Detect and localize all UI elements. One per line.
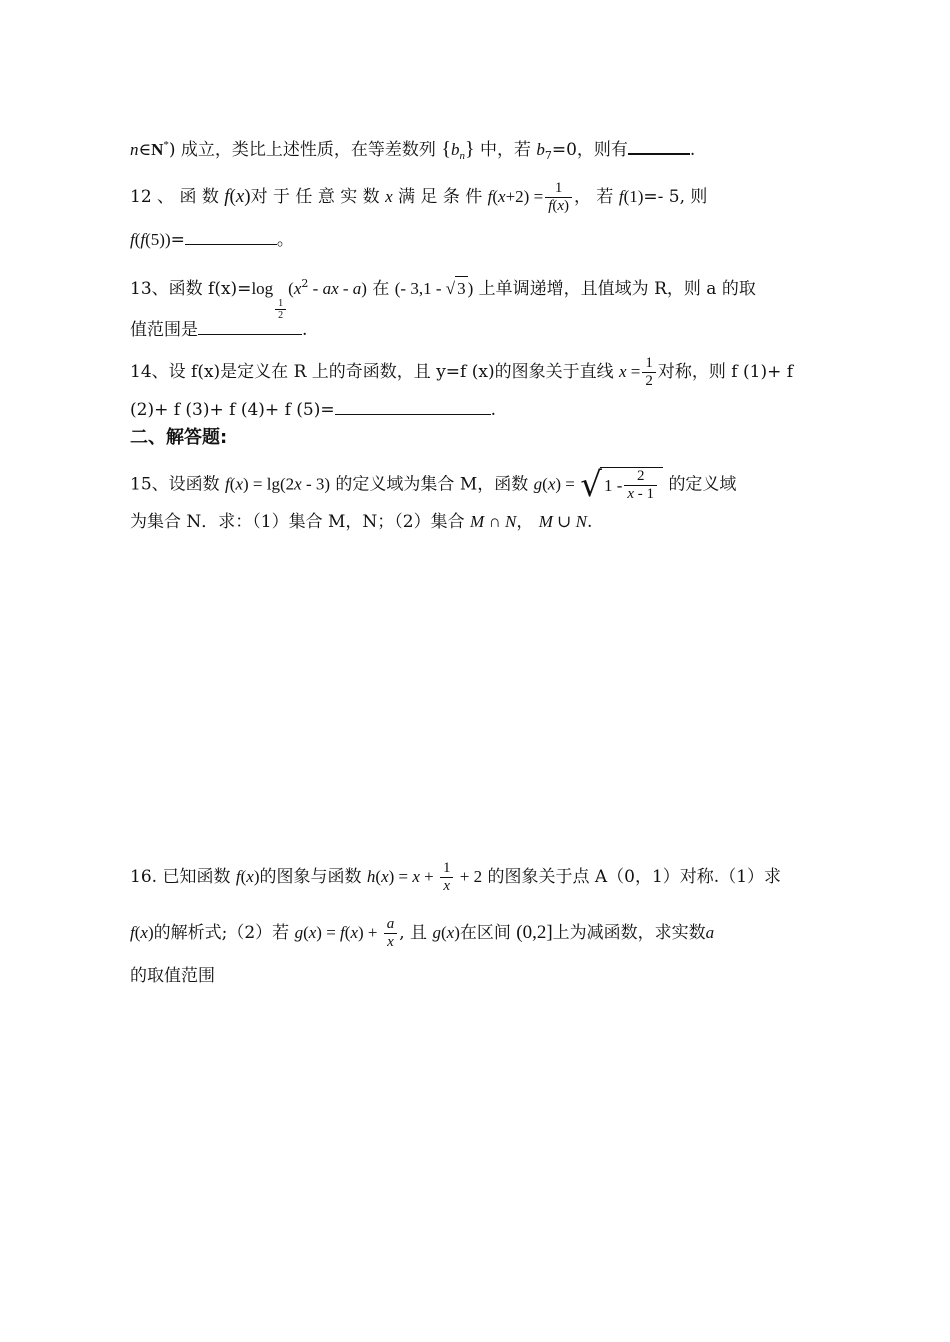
answer-blank[interactable] [198,316,302,335]
q12-line1: 12 、 函 数 f(x)对 于 任 意 实 数 x 满 足 条 件 f(x+2) = $\frac{1}{f(x)}$ ， 若 f(1)=- 5, 则 [130,180,708,214]
q12-line2: f(f(5))= 。 [130,226,294,252]
q15-line1: 15、设函数 f(x) = lg(2x - 3) 的定义域为集合 M，函数 g(x) = √ 1 - $\frac{2}{x - 1}$ 的定义域 [130,465,737,505]
q16-line1: 16. 已知函数 f(x)的图象与函数 h(x) = x + $\frac{1}{x}$ + 2 的图象关于点 A（0，1）对称.（1）求 [130,860,782,894]
answer-blank[interactable] [628,135,690,155]
answer-blank[interactable] [335,396,491,415]
q16-line3: 的取值范围 [130,966,215,986]
q14-line2: (2)+ f (3)+ f (4)+ f (5)= . [130,396,496,422]
q13-line1: 13、函数 f(x)=log $\frac{1}{2}$ ($x^2$ - ax - a) 在 (- 3,1 - √ 3 ) 上单调递增，且值域为 R，则 a 的取 [130,277,756,321]
q13-line2: 值范围是 . [130,316,307,342]
q14-line1: 14、设 f(x)是定义在 R 上的奇函数，且 y=f (x)的图象关于直线 x = $\frac{1}{2}$ 对称，则 f (1)+ f [130,355,794,389]
q11-line: n∈N*) 成立，类比上述性质，在等差数列 $\{b_n\}$ 中，若 $b_7=0$，则有 . [130,133,695,168]
answer-blank[interactable] [185,226,277,245]
section-heading: 二、解答题: [130,427,228,448]
q15-line2: 为集合 N．求：（1）集合 M，N；（2）集合 M ∩ N， M ∪ N. [130,512,593,532]
q16-line2: f(x)的解析式;（2）若 g(x) = f(x) + $\frac{a}{x}$ , 且 g(x)在区间 (0,2]上为减函数，求实数a [130,916,715,950]
